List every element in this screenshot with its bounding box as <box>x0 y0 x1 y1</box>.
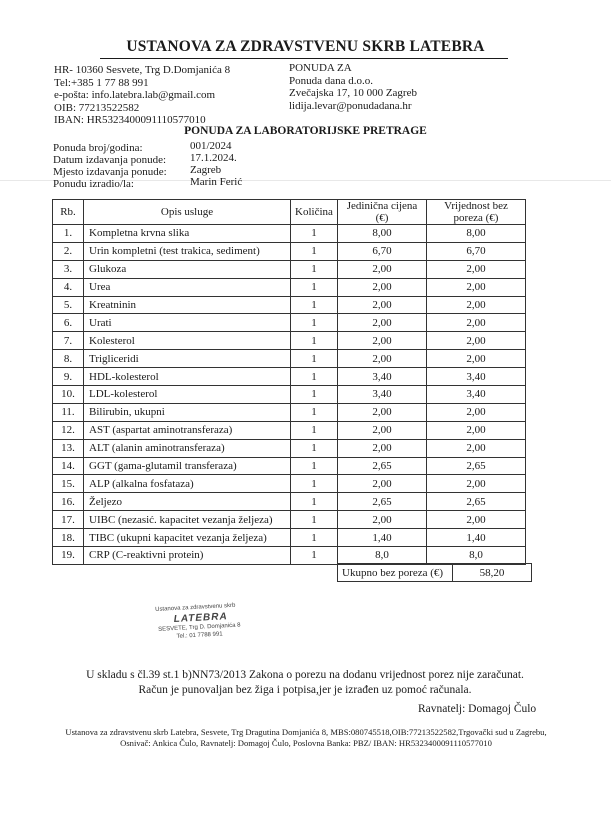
summary-label: Ukupno bez poreza (€) <box>338 564 453 582</box>
sender-block <box>54 64 230 127</box>
table-row <box>53 260 526 278</box>
value-without-tax: 2,00 <box>427 296 526 314</box>
unit-price: 8,00 <box>338 225 427 243</box>
service-description: GGT (gama-glutamil transferaza) <box>84 457 291 475</box>
document-title: USTANOVA ZA ZDRAVSTVENU SKRB LATEBRA <box>126 38 485 55</box>
row-number: 3. <box>53 260 84 278</box>
row-number: 14. <box>53 457 84 475</box>
value-without-tax: 2,00 <box>427 314 526 332</box>
row-number: 5. <box>53 296 84 314</box>
value-without-tax: 2,65 <box>427 493 526 511</box>
unit-price: 2,65 <box>338 493 427 511</box>
value-without-tax: 2,00 <box>427 260 526 278</box>
service-description: Kompletna krvna slika <box>84 225 291 243</box>
table-row <box>53 475 526 493</box>
unit-price: 2,00 <box>338 296 427 314</box>
sender-oib: OIB: 77213522582 <box>54 101 140 114</box>
table-row <box>53 350 526 368</box>
quantity: 1 <box>291 547 338 565</box>
service-description: CRP (C-reaktivni protein) <box>84 547 291 565</box>
row-number: 13. <box>53 439 84 457</box>
value-without-tax: 2,00 <box>427 403 526 421</box>
service-description: ALT (alanin aminotransferaza) <box>84 439 291 457</box>
sender-email: e-pošta: info.latebra.lab@gmail.com <box>54 89 216 101</box>
row-number: 16. <box>53 493 84 511</box>
row-number: 8. <box>53 350 84 368</box>
sender-phone: Tel:+385 1 77 88 991 <box>54 76 149 89</box>
quantity: 1 <box>291 332 338 350</box>
row-number: 17. <box>53 511 84 529</box>
unit-price: 2,65 <box>338 457 427 475</box>
quantity: 1 <box>291 457 338 475</box>
unit-price: 6,70 <box>338 242 427 260</box>
row-number: 15. <box>53 475 84 493</box>
meta-label: Mjesto izdavanja ponude: <box>53 166 167 178</box>
quantity: 1 <box>291 278 338 296</box>
service-description: Bilirubin, ukupni <box>84 403 291 421</box>
value-without-tax: 2,00 <box>427 278 526 296</box>
unit-price: 2,00 <box>338 278 427 296</box>
sender-iban: IBAN: HR5323400091110577010 <box>54 114 206 126</box>
table-row <box>53 386 526 404</box>
recipient-heading: PONUDA ZA <box>289 62 352 74</box>
meta-value: 001/2024 <box>190 140 232 152</box>
row-number: 9. <box>53 368 84 386</box>
table-row <box>53 421 526 439</box>
quantity: 1 <box>291 529 338 547</box>
tax-note: U skladu s čl.39 st.1 b)NN73/2013 Zakona o porezu na dodanu vrijednost porez nije zaračunat. Račun je punovaljan bez žiga i potpisa,jer je izrađen uz pomoć računala. <box>86 669 524 696</box>
meta-label: Ponuda broj/godina: <box>53 142 143 154</box>
recipient-address: Zvečajska 17, 10 000 Zagreb <box>289 87 417 99</box>
column-header: Jedinična cijena (€) <box>338 200 427 225</box>
quantity: 1 <box>291 260 338 278</box>
recipient-block <box>289 62 417 112</box>
unit-price: 2,00 <box>338 421 427 439</box>
stamp-logo-text: LATEBRA <box>173 611 228 625</box>
service-description: AST (aspartat aminotransferaza) <box>84 421 291 439</box>
row-number: 18. <box>53 529 84 547</box>
column-header: Količina <box>291 200 338 225</box>
value-without-tax: 2,00 <box>427 421 526 439</box>
value-without-tax: 2,65 <box>427 457 526 475</box>
company-stamp <box>151 601 273 647</box>
table-row <box>53 493 526 511</box>
meta-value: Marin Ferić <box>190 176 243 188</box>
quantity: 1 <box>291 493 338 511</box>
table-row <box>53 457 526 475</box>
stamp-line: Ustanova za zdravstvenu skrb <box>155 602 236 613</box>
unit-price: 1,40 <box>338 529 427 547</box>
quantity: 1 <box>291 475 338 493</box>
value-without-tax: 2,00 <box>427 332 526 350</box>
services-table <box>52 199 526 565</box>
recipient-company: Ponuda dana d.o.o. <box>289 74 374 87</box>
director-signature: Ravnatelj: Domagoj Čulo <box>418 703 537 715</box>
stamp-line: Tel.: 01 7788 991 <box>176 631 223 640</box>
quantity: 1 <box>291 421 338 439</box>
meta-value: Zagreb <box>190 164 222 176</box>
meta-label: Datum izdavanja ponude: <box>53 154 167 166</box>
sender-address: HR- 10360 Sesvete, Trg D.Domjanića 8 <box>54 64 231 76</box>
row-number: 11. <box>53 403 84 421</box>
unit-price: 2,00 <box>338 511 427 529</box>
table-row <box>53 529 526 547</box>
unit-price: 2,00 <box>338 332 427 350</box>
service-description: HDL-kolesterol <box>84 368 291 386</box>
meta-value: 17.1.2024. <box>190 152 237 164</box>
service-description: Urea <box>84 278 291 296</box>
quantity: 1 <box>291 242 338 260</box>
service-description: LDL-kolesterol <box>84 386 291 404</box>
service-description: Kreatninin <box>84 296 291 314</box>
unit-price: 2,00 <box>338 314 427 332</box>
summary-row <box>338 564 532 582</box>
table-row <box>53 278 526 296</box>
unit-price: 2,00 <box>338 403 427 421</box>
table-row <box>53 314 526 332</box>
table-row <box>53 242 526 260</box>
row-number: 12. <box>53 421 84 439</box>
value-without-tax: 2,00 <box>427 511 526 529</box>
table-row <box>53 296 526 314</box>
unit-price: 2,00 <box>338 260 427 278</box>
title-underline <box>100 58 508 59</box>
row-number: 4. <box>53 278 84 296</box>
value-without-tax: 8,0 <box>427 547 526 565</box>
quantity: 1 <box>291 350 338 368</box>
row-number: 19. <box>53 547 84 565</box>
stamp-line: SESVETE, Trg D. Domjanića 8 <box>158 622 241 633</box>
value-without-tax: 1,40 <box>427 529 526 547</box>
row-number: 1. <box>53 225 84 243</box>
service-description: Urin kompletni (test trakica, sediment) <box>84 242 291 260</box>
quantity: 1 <box>291 439 338 457</box>
table-row <box>53 332 526 350</box>
summary-value: 58,20 <box>453 564 532 582</box>
value-without-tax: 2,00 <box>427 439 526 457</box>
service-description: Urati <box>84 314 291 332</box>
recipient-email: lidija.levar@ponudadana.hr <box>289 99 412 112</box>
quantity: 1 <box>291 368 338 386</box>
quantity: 1 <box>291 314 338 332</box>
row-number: 2. <box>53 242 84 260</box>
table-row <box>53 511 526 529</box>
unit-price: 8,0 <box>338 547 427 565</box>
document-footer: Ustanova za zdravstvenu skrb Latebra, Sesvete, Trg Dragutina Domjanića 8, MBS:080745518,OIB:77213522582,Trgovački sud u Zagrebu, Osnivač: Ankica Čulo, Ravnatelj: Domagoj Čulo, Poslovna Banka: PBZ/ IBAN: HR5323400091110577010 <box>65 727 547 748</box>
quantity: 1 <box>291 296 338 314</box>
row-number: 10. <box>53 386 84 404</box>
service-description: ALP (alkalna fosfataza) <box>84 475 291 493</box>
unit-price: 3,40 <box>338 386 427 404</box>
unit-price: 3,40 <box>338 368 427 386</box>
quantity: 1 <box>291 511 338 529</box>
quantity: 1 <box>291 386 338 404</box>
meta-label: Ponudu izradio/la: <box>53 178 134 190</box>
quantity: 1 <box>291 403 338 421</box>
quantity: 1 <box>291 225 338 243</box>
unit-price: 2,00 <box>338 350 427 368</box>
table-row <box>53 225 526 243</box>
offer-title: PONUDA ZA LABORATORIJSKE PRETRAGE <box>184 125 427 137</box>
table-row <box>53 403 526 421</box>
table-row <box>53 547 526 565</box>
service-description: Željezo <box>84 493 291 511</box>
table-row <box>53 439 526 457</box>
service-description: TIBC (ukupni kapacitet vezanja željeza) <box>84 529 291 547</box>
value-without-tax: 3,40 <box>427 368 526 386</box>
table-body <box>53 225 526 565</box>
value-without-tax: 3,40 <box>427 386 526 404</box>
summary-table <box>337 563 532 582</box>
table-header-row <box>53 200 526 225</box>
column-header: Rb. <box>53 200 84 225</box>
value-without-tax: 2,00 <box>427 475 526 493</box>
table-row <box>53 368 526 386</box>
service-description: Trigliceridi <box>84 350 291 368</box>
service-description: Kolesterol <box>84 332 291 350</box>
service-description: UIBC (nezasić. kapacitet vezanja željeza) <box>84 511 291 529</box>
value-without-tax: 6,70 <box>427 242 526 260</box>
column-header: Opis usluge <box>84 200 291 225</box>
value-without-tax: 8,00 <box>427 225 526 243</box>
service-description: Glukoza <box>84 260 291 278</box>
column-header: Vrijednost bez poreza (€) <box>427 200 526 225</box>
row-number: 6. <box>53 314 84 332</box>
unit-price: 2,00 <box>338 439 427 457</box>
value-without-tax: 2,00 <box>427 350 526 368</box>
row-number: 7. <box>53 332 84 350</box>
unit-price: 2,00 <box>338 475 427 493</box>
